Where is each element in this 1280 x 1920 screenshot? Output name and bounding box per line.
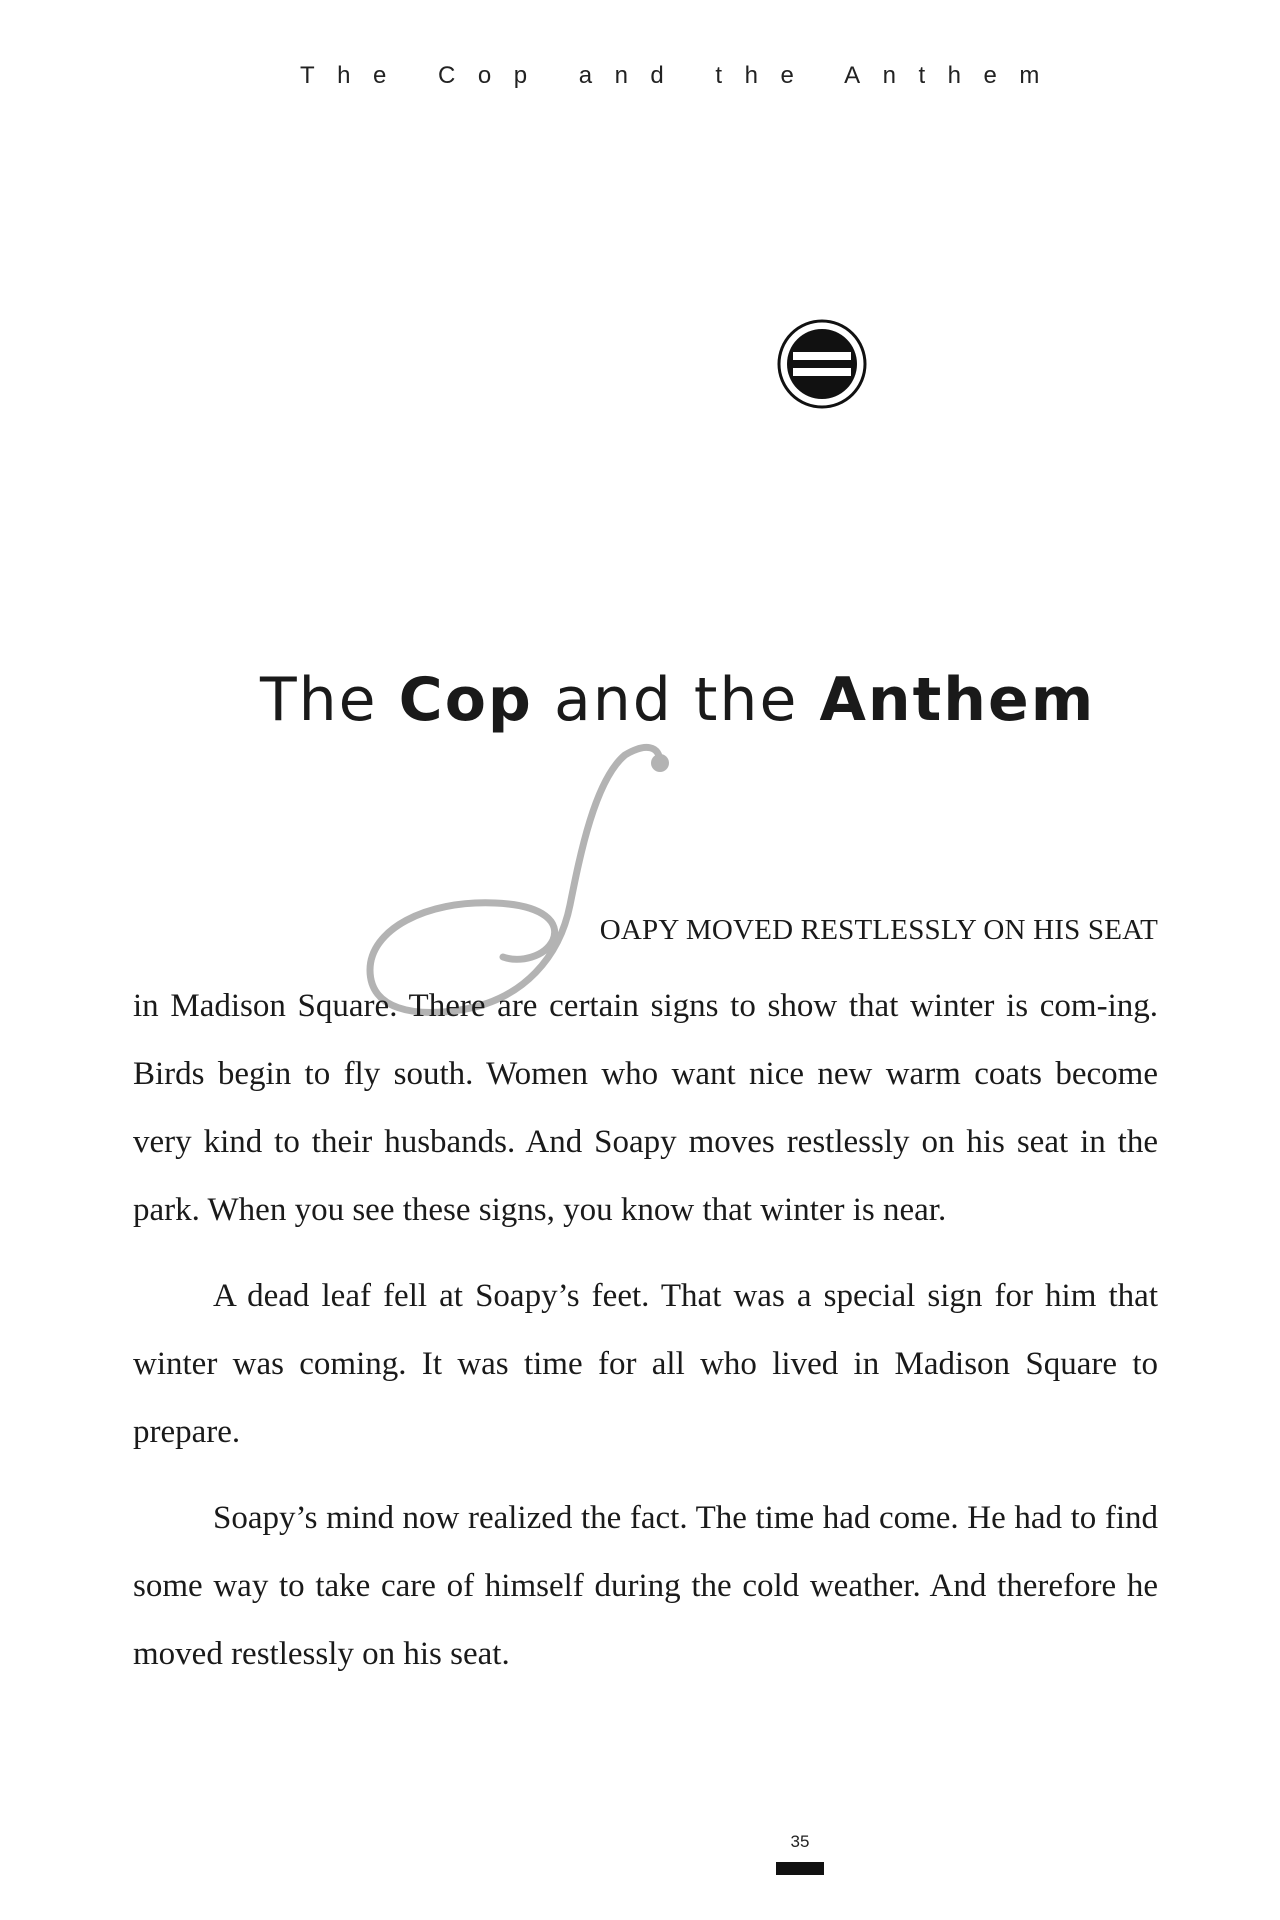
chapter-emblem-icon (776, 318, 868, 410)
paragraph-1: in Madison Square. There are certain signs to show that winter is com-ing. Birds begin to fly south. Women who want nice new warm coats become very kind to their husbands. And Soapy moves restlessly on his seat in the park. When you see these signs, you know that winter is near. (133, 988, 1158, 1228)
body-text (133, 972, 1158, 1688)
chapter-title-part1: The (260, 665, 399, 735)
paragraph-3: Soapy’s mind now realized the fact. The time had come. He had to find some way to take care of himself during the cold weather. And therefore he moved restlessly on his seat. (133, 1500, 1158, 1672)
chapter-title-anthem: Anthem (819, 665, 1096, 735)
page-number-bar (776, 1862, 824, 1875)
paragraph-2: A dead leaf fell at Soapy’s feet. That was a special sign for him that winter was coming. It was time for all who lived in Madison Square to prepare. (133, 1278, 1158, 1450)
running-header: The Cop and the Anthem (300, 62, 1062, 89)
opening-small-caps: OAPY MOVED RESTLESSLY ON HIS SEAT (599, 914, 1158, 946)
chapter-title-part3: and the (532, 665, 820, 735)
chapter-title-cop: Cop (398, 665, 533, 735)
page-number: 35 (790, 1832, 810, 1851)
